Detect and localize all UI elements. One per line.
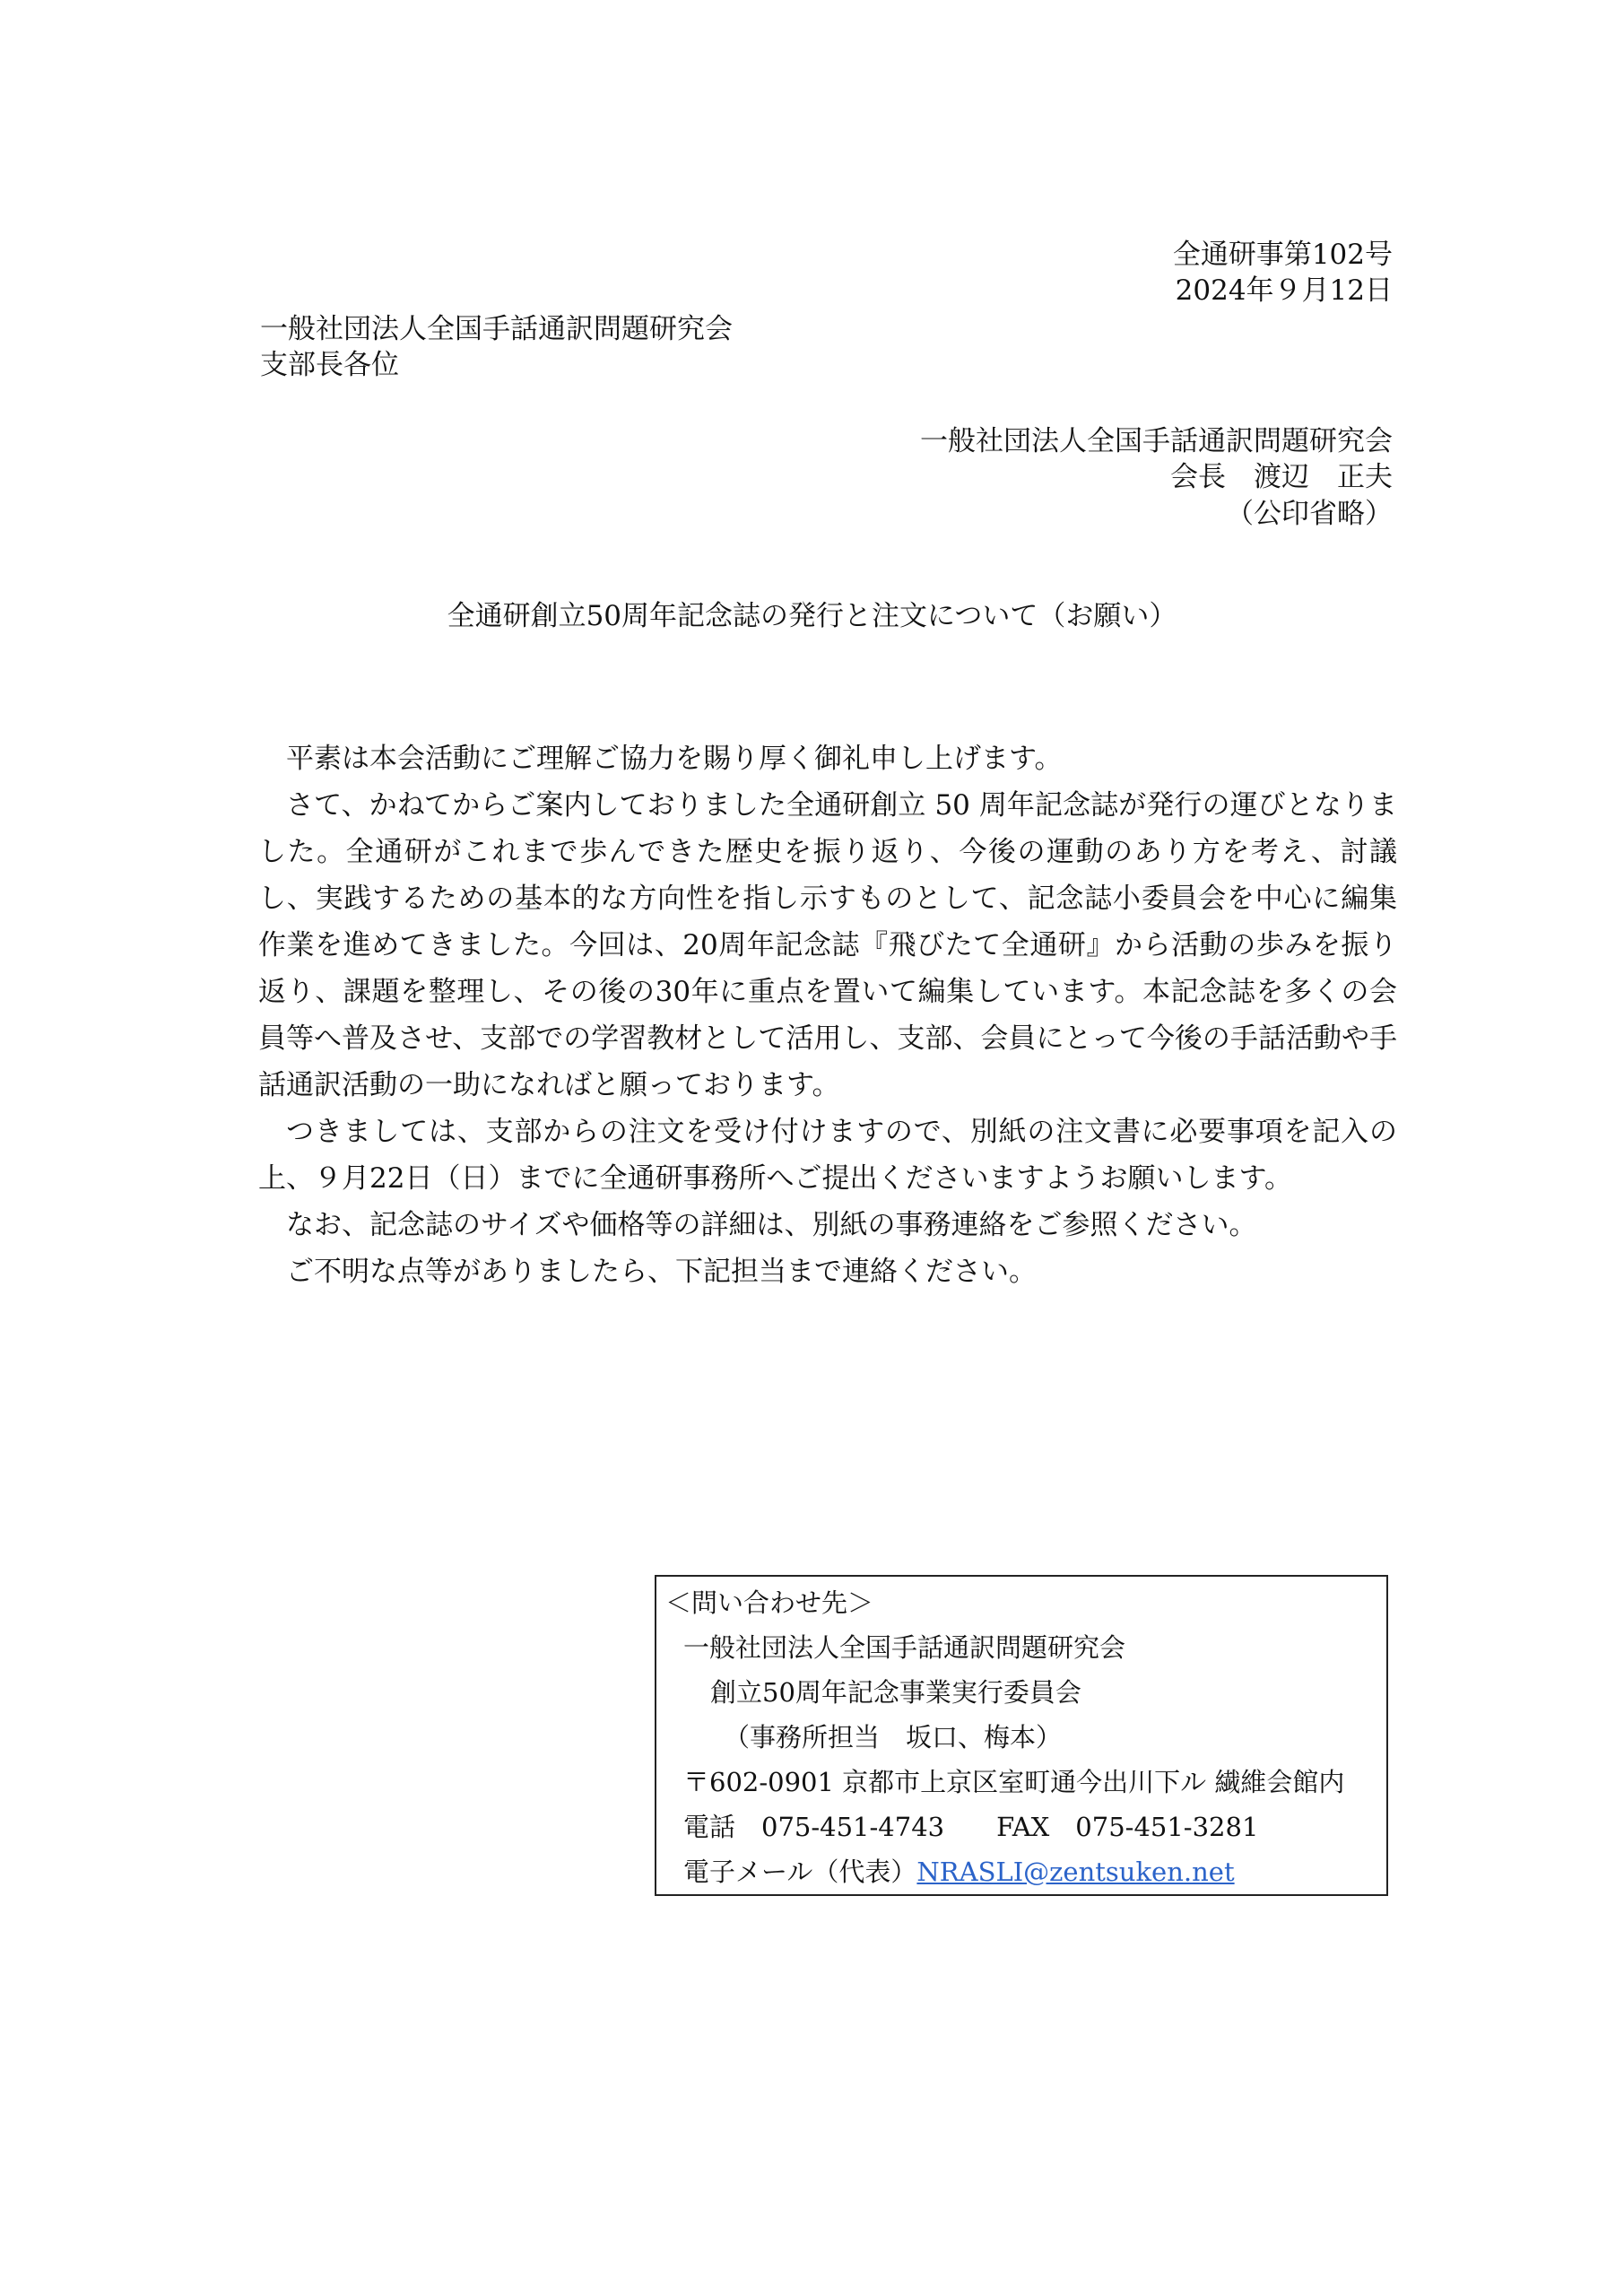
document-date: 2024年９月12日 — [1175, 274, 1393, 307]
contact-organization: 一般社団法人全国手話通訳問題研究会 — [683, 1632, 1126, 1663]
contact-address: 〒602-0901 京都市上京区室町通今出川下ル 繊維会館内 — [683, 1767, 1345, 1797]
seal-note: （公印省略） — [1226, 498, 1393, 530]
contact-email-label: 電子メール（代表） — [683, 1857, 917, 1887]
contact-email-row — [683, 1849, 1235, 1894]
contact-heading: ＜問い合わせ先＞ — [665, 1587, 874, 1618]
body-paragraph: 平素は本会活動にご理解ご協力を賜り厚く御礼申し上げます。 — [286, 743, 1063, 775]
body-paragraph: さて、かねてからご案内しておりました全通研創立 50 周年記念誌が発行の運びとなりました。全通研がこれまで歩んできた歴史を振り返り、今後の運動のあり方を考え、討議し、実践するための基本的な方向性を指し示すものとして、記念誌小委員会を中心に編集作業を進めてきました。今回は、20周年記念誌『飛びたて全通研』から活動の歩みを振り返り、課題を整理し、その後の30年に重点を置いて編集しています。本記念誌を多くの会員等へ普及させ、支部での学習教材として活用し、支部、会員にとって今後の手話活動や手話通訳活動の一助になればと願っております。 — [258, 789, 1397, 1101]
contact-staff: （事務所担当 坂口、梅本） — [724, 1722, 1063, 1752]
recipient-addressee: 支部長各位 — [260, 349, 399, 381]
letter-body — [258, 735, 1397, 1295]
sender-organization: 一般社団法人全国手話通訳問題研究会 — [920, 425, 1393, 457]
sender-name: 会長 渡辺 正夫 — [1170, 461, 1393, 493]
contact-committee: 創立50周年記念事業実行委員会 — [710, 1677, 1081, 1708]
recipient-organization: 一般社団法人全国手話通訳問題研究会 — [260, 313, 733, 345]
body-paragraph: つきましては、支部からの注文を受け付けますので、別紙の注文書に必要事項を記入の上、９月22日（日）までに全通研事務所へご提出くださいますようお願いします。 — [258, 1116, 1397, 1195]
contact-box — [655, 1575, 1388, 1896]
body-paragraph: ご不明な点等がありましたら、下記担当まで連絡ください。 — [286, 1256, 1037, 1288]
contact-email-link[interactable]: NRASLI@zentsuken.net — [916, 1857, 1235, 1887]
document-number: 全通研事第102号 — [1172, 239, 1393, 271]
contact-phone-fax: 電話 075-451-4743 FAX 075-451-3281 — [683, 1812, 1259, 1842]
document-title: 全通研創立50周年記念誌の発行と注文について（お願い） — [447, 600, 1177, 632]
body-paragraph: なお、記念誌のサイズや価格等の詳細は、別紙の事務連絡をご参照ください。 — [286, 1209, 1257, 1241]
